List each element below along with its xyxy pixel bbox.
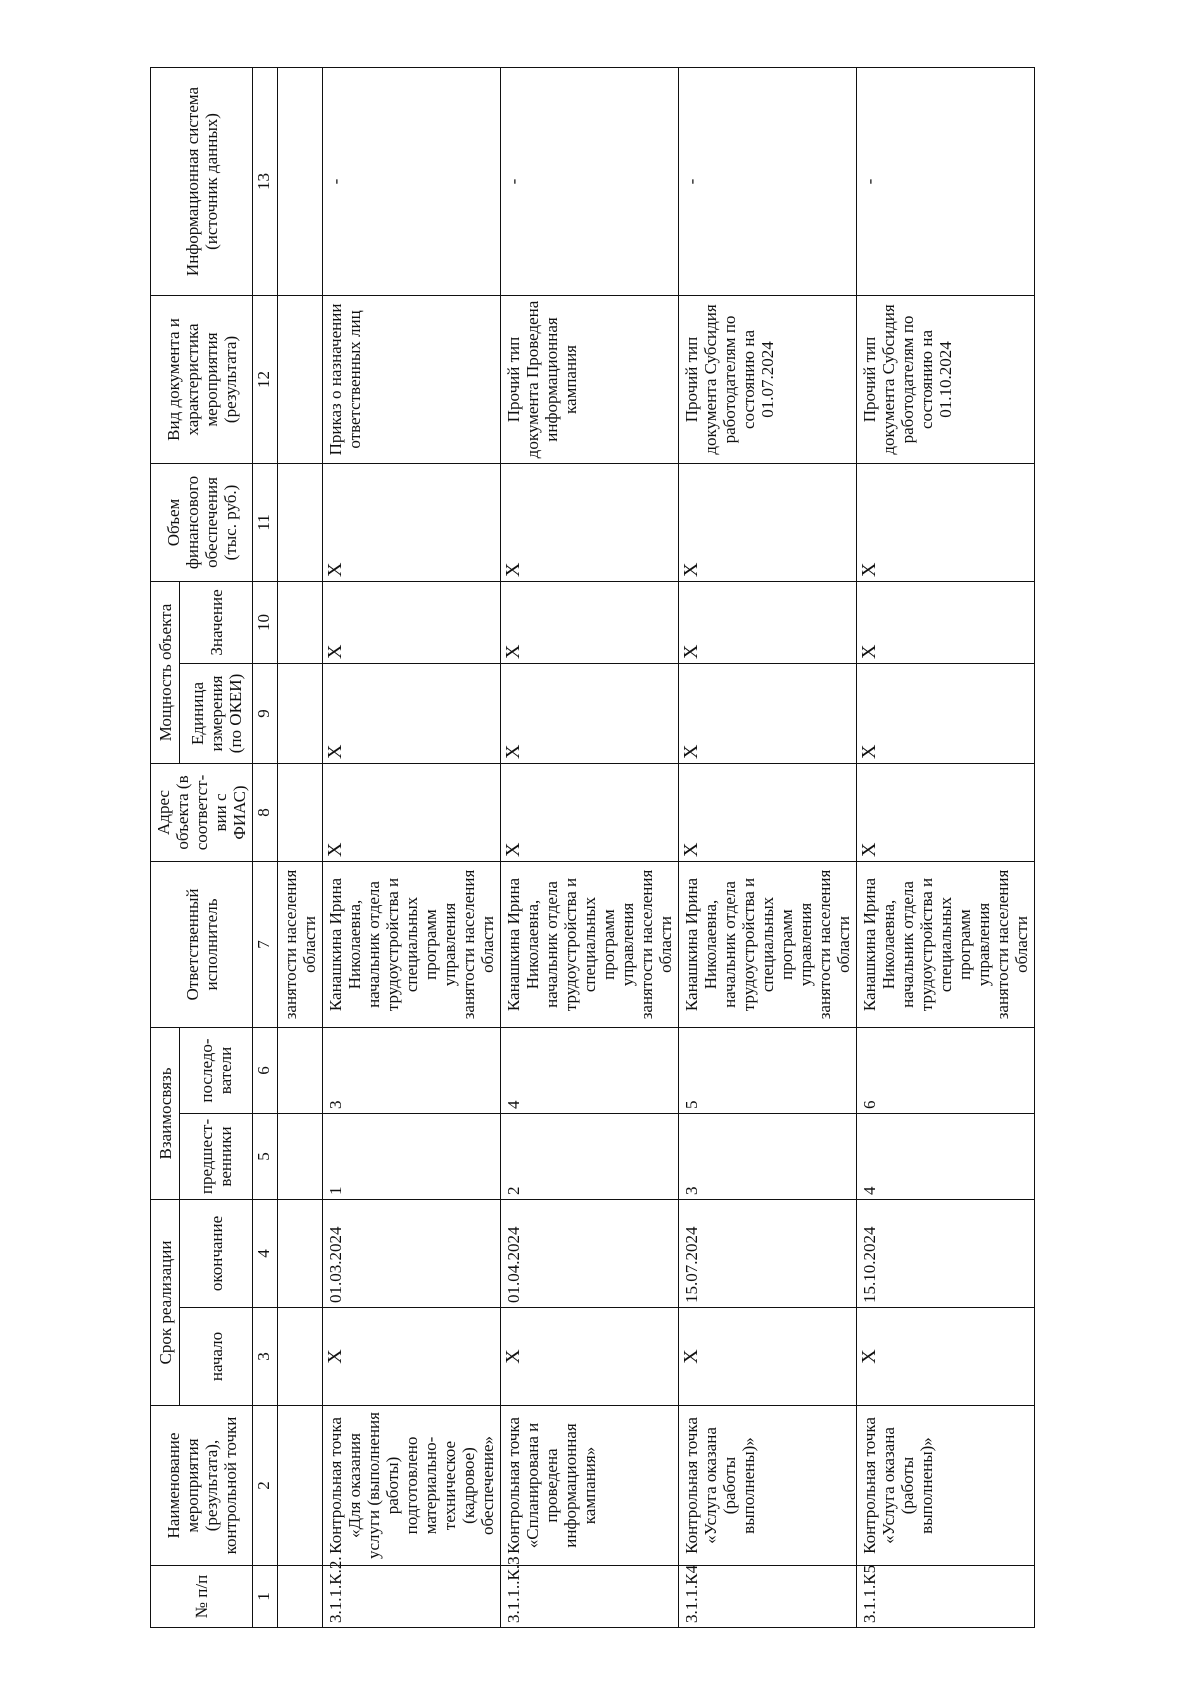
- row-info: -: [501, 67, 679, 295]
- col-number: 9: [253, 663, 278, 763]
- row-next: 6: [857, 1027, 1035, 1113]
- row-prev: 2: [501, 1114, 679, 1200]
- row-doc: Приказ о назначении ответственных лиц: [323, 295, 501, 463]
- row-num: 3.1.1.К4: [679, 1566, 857, 1628]
- header-finance: Объем финансового обеспечения (тыс. руб.): [151, 463, 253, 581]
- row-responsible: Канашкина Ирина Николаевна, начальник отдела трудоустройства и специальных программ управления занятости населения области: [679, 861, 857, 1027]
- col-number: 11: [253, 463, 278, 581]
- header-capacity: Мощность объекта: [151, 581, 180, 763]
- row-address: Х: [501, 763, 679, 861]
- row-doc: Прочий тип документа Субсидия работодателям по состоянию на 01.07.2024: [679, 295, 857, 463]
- row-end: 01.03.2024: [323, 1200, 501, 1308]
- row-prev: 4: [857, 1114, 1035, 1200]
- row-responsible: Канашкина Ирина Николаевна, начальник отдела трудоустройства и специальных программ управления занятости населения области: [857, 861, 1035, 1027]
- col-number: 13: [253, 67, 278, 295]
- row-prev: 1: [323, 1114, 501, 1200]
- header-term-start: начало: [180, 1308, 253, 1406]
- table-row: [323, 67, 501, 1627]
- row-start: Х: [857, 1308, 1035, 1406]
- row-value: Х: [501, 581, 679, 663]
- header-cap-unit: Единица измерения (по ОКЕИ): [180, 663, 253, 763]
- row-unit: Х: [323, 663, 501, 763]
- row-finance: Х: [679, 463, 857, 581]
- header-term: Срок реализации: [151, 1200, 180, 1406]
- row-finance: Х: [857, 463, 1035, 581]
- row-num: 3.1.1..К.3: [501, 1566, 679, 1628]
- row-info: -: [679, 67, 857, 295]
- col-number: 7: [253, 861, 278, 1027]
- col-number: 3: [253, 1308, 278, 1406]
- header-link: Взаимосвязь: [151, 1027, 180, 1199]
- header-responsible: Ответственный исполнитель: [151, 861, 253, 1027]
- row-address: Х: [323, 763, 501, 861]
- row-name: Контрольная точка «Спланирована и проведена информационная кампания»: [501, 1406, 679, 1566]
- table-row: [679, 67, 857, 1627]
- header-name: Наименование мероприятия (результата), контрольной точки: [151, 1406, 253, 1566]
- row-doc: Прочий тип документа Субсидия работодателям по состоянию на 01.10.2024: [857, 295, 1035, 463]
- col-number: 6: [253, 1027, 278, 1113]
- row-end: 01.04.2024: [501, 1200, 679, 1308]
- col-number: 2: [253, 1406, 278, 1566]
- row-end: 15.07.2024: [679, 1200, 857, 1308]
- row-next: 4: [501, 1027, 679, 1113]
- col-number: 4: [253, 1200, 278, 1308]
- row-value: Х: [323, 581, 501, 663]
- header-num: № п/п: [151, 1566, 253, 1628]
- header-cap-value: Значение: [180, 581, 253, 663]
- header-link-next: последо-ватели: [180, 1027, 253, 1113]
- row-name: Контрольная точка «Для оказания услуги (выполнения работы) подготовлено материально-техническое (кадровое) обеспечение»: [323, 1406, 501, 1566]
- col-number: 1: [253, 1566, 278, 1628]
- row-finance: Х: [323, 463, 501, 581]
- row-value: Х: [857, 581, 1035, 663]
- header-term-end: окончание: [180, 1200, 253, 1308]
- row-value: Х: [679, 581, 857, 663]
- continuation-text: занятости населения области: [278, 861, 323, 1027]
- row-info: -: [323, 67, 501, 295]
- col-number: 5: [253, 1114, 278, 1200]
- table-row: [501, 67, 679, 1627]
- row-num: 3.1.1.К.2.: [323, 1566, 501, 1628]
- row-unit: Х: [857, 663, 1035, 763]
- row-unit: Х: [679, 663, 857, 763]
- row-prev: 3: [679, 1114, 857, 1200]
- row-name: Контрольная точка «Услуга оказана (работы выполнены)»: [679, 1406, 857, 1566]
- header-address: Адрес объекта (в соответст-вии с ФИАС): [151, 763, 253, 861]
- row-finance: Х: [501, 463, 679, 581]
- row-address: Х: [857, 763, 1035, 861]
- row-end: 15.10.2024: [857, 1200, 1035, 1308]
- row-next: 5: [679, 1027, 857, 1113]
- header-info: Информационная система (источник данных): [151, 67, 253, 295]
- row-start: Х: [323, 1308, 501, 1406]
- row-start: Х: [679, 1308, 857, 1406]
- row-num: 3.1.1.К5: [857, 1566, 1035, 1628]
- row-start: Х: [501, 1308, 679, 1406]
- continuation-row: [278, 67, 323, 1627]
- row-address: Х: [679, 763, 857, 861]
- row-doc: Прочий тип документа Проведена информационная кампания: [501, 295, 679, 463]
- row-info: -: [857, 67, 1035, 295]
- row-name: Контрольная точка «Услуга оказана (работы выполнены)»: [857, 1406, 1035, 1566]
- row-responsible: Канашкина Ирина Николаевна, начальник отдела трудоустройства и специальных программ управления занятости населения области: [501, 861, 679, 1027]
- header-doc: Вид документа и характеристика мероприятия (результата): [151, 295, 253, 463]
- rotated-table-container: [150, 68, 1200, 1628]
- header-link-prev: предшест-венники: [180, 1114, 253, 1200]
- table-row: [857, 67, 1035, 1627]
- row-next: 3: [323, 1027, 501, 1113]
- col-number: 8: [253, 763, 278, 861]
- col-number: 10: [253, 581, 278, 663]
- col-number: 12: [253, 295, 278, 463]
- row-responsible: Канашкина Ирина Николаевна, начальник отдела трудоустройства и специальных программ управления занятости населения области: [323, 861, 501, 1027]
- plan-table: [150, 67, 1035, 1628]
- row-unit: Х: [501, 663, 679, 763]
